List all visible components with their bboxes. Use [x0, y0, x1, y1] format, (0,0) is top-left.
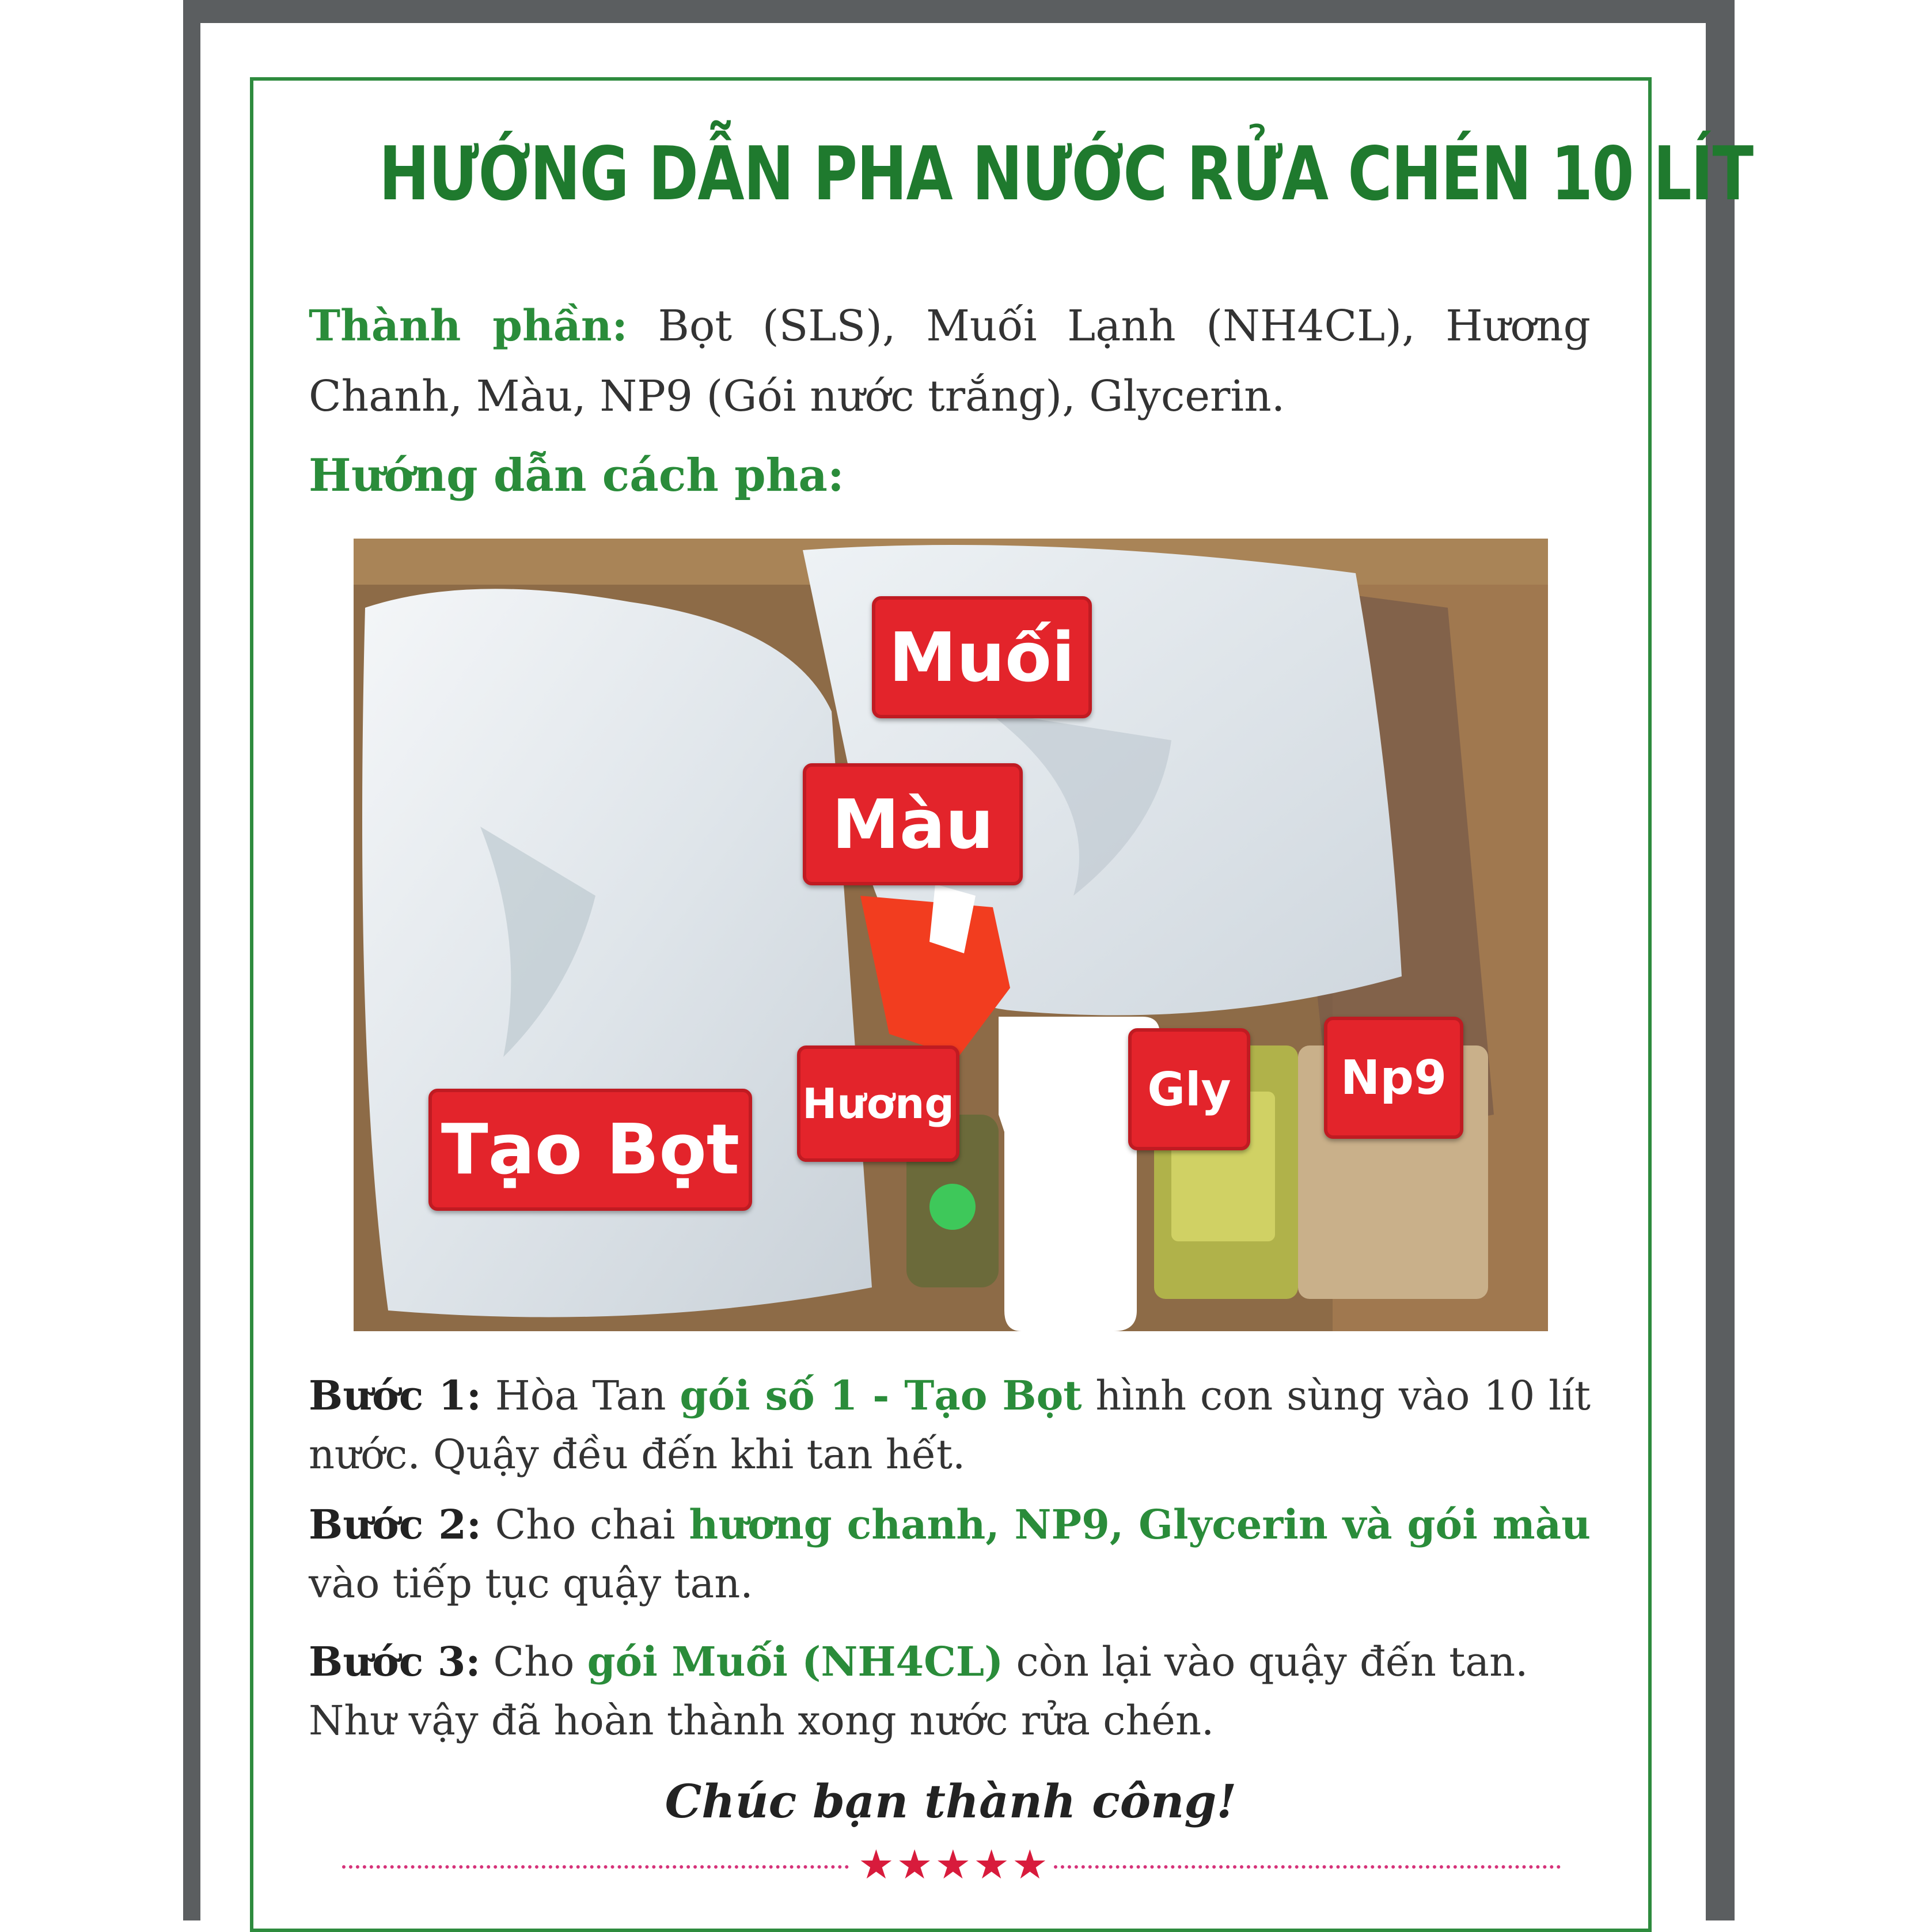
instructions-heading: Hướng dẫn cách pha: [309, 449, 844, 502]
step-1-before: Hòa Tan [481, 1372, 680, 1419]
conclusion-text: Như vậy đã hoàn thành xong nước rửa chén. [309, 1697, 1215, 1744]
tag-foaming: Tạo Bọt [428, 1089, 752, 1211]
page-title: HƯỚNG DẪN PHA NƯỚC RỬA CHÉN 10 LÍT [378, 131, 1753, 217]
step-1-label: Bước 1: [309, 1372, 481, 1419]
step-2-label: Bước 2: [309, 1501, 481, 1548]
closing-message: Chúc bạn thành công! [665, 1774, 1237, 1828]
step-3 [309, 1632, 1591, 1750]
step-2-before: Cho chai [481, 1501, 689, 1548]
tag-fragrance: Hương [797, 1045, 959, 1162]
ingredients-paragraph [309, 291, 1591, 431]
divider-left [342, 1865, 849, 1869]
tag-salt: Muối [872, 596, 1092, 718]
step-1 [309, 1366, 1591, 1484]
stars-ornament: ★★★★★ [858, 1841, 1050, 1888]
tag-color: Màu [803, 763, 1023, 885]
step-2-after: vào tiếp tục quậy tan. [309, 1560, 753, 1607]
step-3-before: Cho [480, 1638, 587, 1685]
ingredients-label: Thành phần: [309, 301, 628, 351]
ingredients-text: Bọt (SLS), Muối Lạnh (NH4CL), Hương Chanh, Màu, NP9 (Gói nước trắng), Glycerin. [309, 301, 1591, 421]
step-3-after: còn lại vào quậy đến tan. [1003, 1638, 1528, 1685]
step-2-highlight: hương chanh, NP9, Glycerin và gói màu [689, 1501, 1591, 1548]
divider-right [1054, 1865, 1561, 1869]
step-2 [309, 1495, 1591, 1613]
ingredients-photo [354, 539, 1548, 1331]
step-3-highlight: gói Muối (NH4CL) [587, 1638, 1004, 1685]
step-1-highlight: gói số 1 - Tạo Bọt [680, 1372, 1082, 1419]
step-1-after: hình con sùng vào 10 lít nước. Quậy đều đến khi tan hết. [309, 1372, 1591, 1478]
step-3-label: Bước 3: [309, 1638, 481, 1685]
tag-np9: Np9 [1324, 1017, 1463, 1139]
tag-glycerin: Gly [1128, 1028, 1250, 1150]
lemon-bottle-cap [929, 1184, 976, 1230]
